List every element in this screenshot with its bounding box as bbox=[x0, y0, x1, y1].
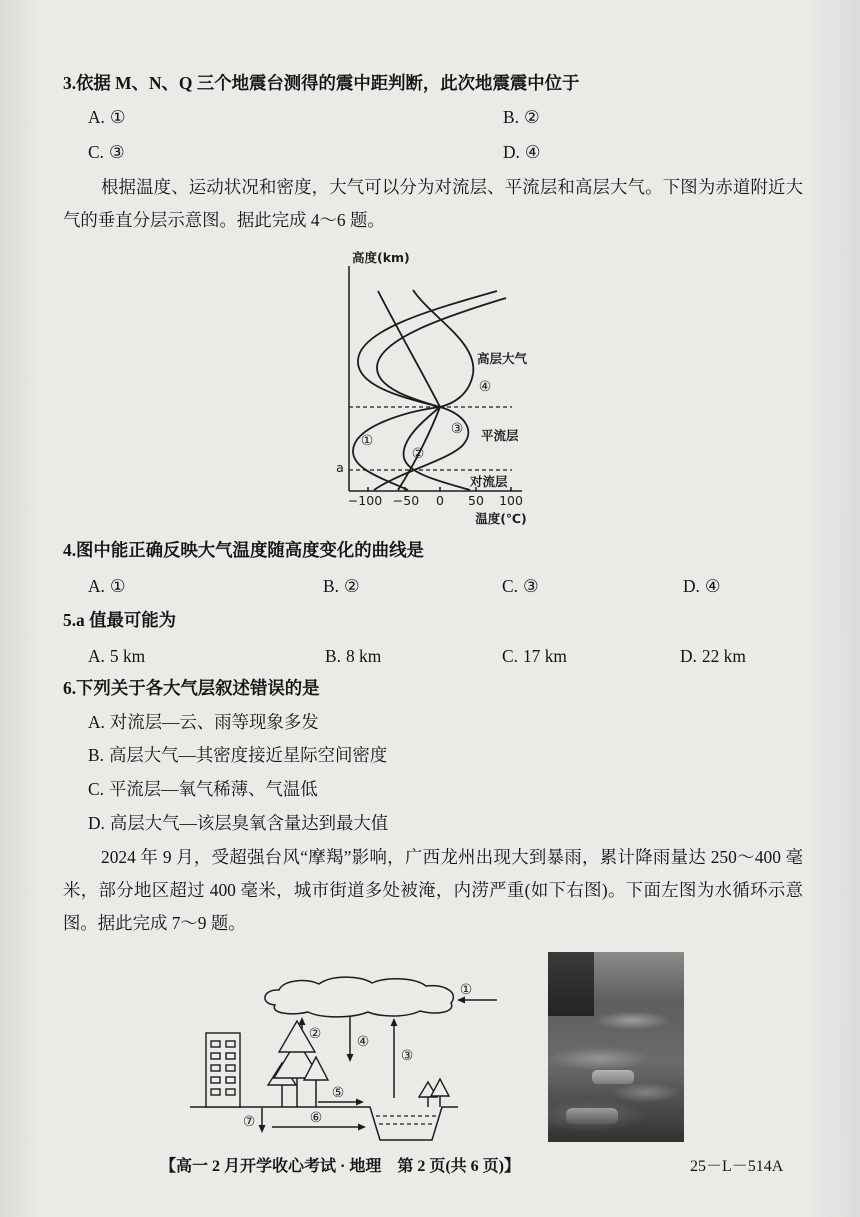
question-5-option-c bbox=[502, 639, 567, 673]
option-letter: B. bbox=[325, 646, 341, 666]
curve-label-4: ④ bbox=[478, 379, 492, 395]
option-text: 8 km bbox=[345, 646, 382, 666]
option-letter: C. bbox=[502, 576, 518, 596]
option-text: ② bbox=[343, 576, 360, 596]
option-text: 平流层—氧气稀薄、气温低 bbox=[108, 779, 318, 799]
question-6-stem: 6.下列关于各大气层叙述错误的是 bbox=[63, 678, 320, 698]
option-letter: C. bbox=[88, 779, 104, 799]
option-letter: D. bbox=[88, 813, 105, 833]
question-4-option-b bbox=[323, 569, 360, 603]
arrow-label-3: ③ bbox=[400, 1048, 414, 1064]
x-tick-label: −100 bbox=[347, 493, 383, 508]
option-text: ④ bbox=[704, 576, 721, 596]
option-letter: A. bbox=[88, 712, 105, 732]
x-tick-label: 50 bbox=[468, 493, 484, 508]
arrow-label-1: ① bbox=[459, 982, 473, 998]
page-footer-code: 25－L－514A bbox=[690, 1158, 784, 1175]
option-text: 5 km bbox=[109, 646, 146, 666]
building-window bbox=[226, 1077, 235, 1083]
height-marker-a: a bbox=[336, 460, 344, 475]
question-6-option-c bbox=[88, 772, 318, 806]
option-letter: A. bbox=[88, 646, 105, 666]
question-4-stem: 4.图中能正确反映大气温度随高度变化的曲线是 bbox=[63, 540, 424, 560]
question-4-option-a bbox=[88, 569, 126, 603]
question-5-stem: 5.a 值最可能为 bbox=[63, 610, 177, 630]
option-text: 对流层—云、雨等现象多发 bbox=[109, 712, 319, 732]
building-window bbox=[211, 1041, 220, 1047]
option-letter: D. bbox=[503, 142, 520, 162]
tree-icon bbox=[431, 1079, 449, 1096]
option-text: 17 km bbox=[522, 646, 567, 666]
arrow-3-head bbox=[391, 1018, 398, 1026]
arrow-2-head bbox=[299, 1017, 306, 1025]
question-3-option-a bbox=[88, 100, 126, 134]
option-text: 高层大气—其密度接近星际空间密度 bbox=[108, 745, 388, 765]
option-letter: D. bbox=[680, 646, 697, 666]
question-3-option-b bbox=[503, 100, 540, 134]
question-3-option-d bbox=[503, 135, 541, 169]
option-letter: B. bbox=[88, 745, 104, 765]
arrow-label-6: ⑥ bbox=[309, 1110, 323, 1126]
option-text: 高层大气—该层臭氧含量达到最大值 bbox=[109, 813, 389, 833]
option-text: ③ bbox=[522, 576, 539, 596]
y-axis-label: 高度(km) bbox=[352, 250, 410, 265]
temperature-curve-segment bbox=[358, 291, 497, 407]
building-window bbox=[226, 1041, 235, 1047]
building-window bbox=[226, 1089, 235, 1095]
question-6-option-a bbox=[88, 705, 319, 739]
cloud-shape bbox=[265, 977, 453, 1017]
arrow-label-4: ④ bbox=[356, 1034, 370, 1050]
x-tick-label: −50 bbox=[392, 493, 420, 508]
urban-flood-photo bbox=[548, 952, 684, 1142]
curve-label-3: ③ bbox=[450, 421, 464, 437]
question-5-option-d bbox=[680, 639, 746, 673]
building-window bbox=[211, 1065, 220, 1071]
arrow-7-head bbox=[259, 1125, 266, 1133]
water-cycle-diagram bbox=[185, 975, 505, 1150]
passage-questions-7-9: 2024 年 9 月，受超强台风“摩羯”影响，广西龙州出现大到暴雨，累计降雨量达 250～400 毫米，部分地区超过 400 毫米，城市街道多处被淹，内涝严重(如下右图)。下面左图为水循环示意图。据此完成 7～9 题。 bbox=[63, 847, 803, 933]
layer-label-troposphere: 对流层 bbox=[470, 474, 508, 489]
question-4-option-d bbox=[683, 569, 721, 603]
question-4-option-c bbox=[502, 569, 539, 603]
arrow-6-head bbox=[358, 1124, 366, 1131]
curve-label-1: ① bbox=[360, 433, 374, 449]
photo-building-silhouette bbox=[548, 952, 594, 1016]
option-letter: B. bbox=[323, 576, 339, 596]
option-letter: B. bbox=[503, 107, 519, 127]
layer-label-stratosphere: 平流层 bbox=[481, 428, 519, 443]
arrow-4-head bbox=[347, 1054, 354, 1062]
photo-submerged-car bbox=[592, 1070, 634, 1084]
question-5-option-b bbox=[325, 639, 381, 673]
option-letter: D. bbox=[683, 576, 700, 596]
building-window bbox=[211, 1077, 220, 1083]
option-text: ① bbox=[109, 107, 126, 127]
x-tick-label: 0 bbox=[436, 493, 444, 508]
question-6-option-b bbox=[88, 738, 387, 772]
question-6-option-d bbox=[88, 806, 388, 840]
option-text: ① bbox=[109, 576, 126, 596]
arrow-label-5: ⑤ bbox=[331, 1085, 345, 1101]
page-footer-title: 【高一 2 月开学收心考试 · 地理 第 2 页(共 6 页)】 bbox=[160, 1158, 520, 1175]
passage-questions-4-6: 根据温度、运动状况和密度，大气可以分为对流层、平流层和高层大气。下图为赤道附近大气的垂直分层示意图。据此完成 4～6 题。 bbox=[63, 177, 803, 230]
question-5-option-a bbox=[88, 639, 145, 673]
option-letter: A. bbox=[88, 107, 105, 127]
question-3-stem: 3.依据 M、N、Q 三个地震台测得的震中距判断，此次地震震中位于 bbox=[63, 73, 580, 93]
option-letter: C. bbox=[502, 646, 518, 666]
arrow-label-2: ② bbox=[308, 1026, 322, 1042]
building-window bbox=[226, 1053, 235, 1059]
arrow-5-head bbox=[356, 1099, 364, 1106]
option-text: ② bbox=[523, 107, 540, 127]
option-text: ④ bbox=[524, 142, 541, 162]
x-tick-label: 100 bbox=[499, 493, 523, 508]
atmosphere-layers-figure bbox=[320, 245, 540, 535]
building-window bbox=[211, 1089, 220, 1095]
building-window bbox=[211, 1053, 220, 1059]
layer-label-upper-atmosphere: 高层大气 bbox=[477, 351, 528, 366]
x-axis-label: 温度(℃) bbox=[475, 511, 527, 526]
question-3-option-c bbox=[88, 135, 125, 169]
arrow-label-7: ⑦ bbox=[242, 1114, 256, 1130]
option-text: ③ bbox=[108, 142, 125, 162]
building-window bbox=[226, 1065, 235, 1071]
curve-label-2: ② bbox=[411, 446, 425, 462]
option-text: 22 km bbox=[701, 646, 746, 666]
photo-submerged-car bbox=[566, 1108, 618, 1124]
option-letter: A. bbox=[88, 576, 105, 596]
option-letter: C. bbox=[88, 142, 104, 162]
